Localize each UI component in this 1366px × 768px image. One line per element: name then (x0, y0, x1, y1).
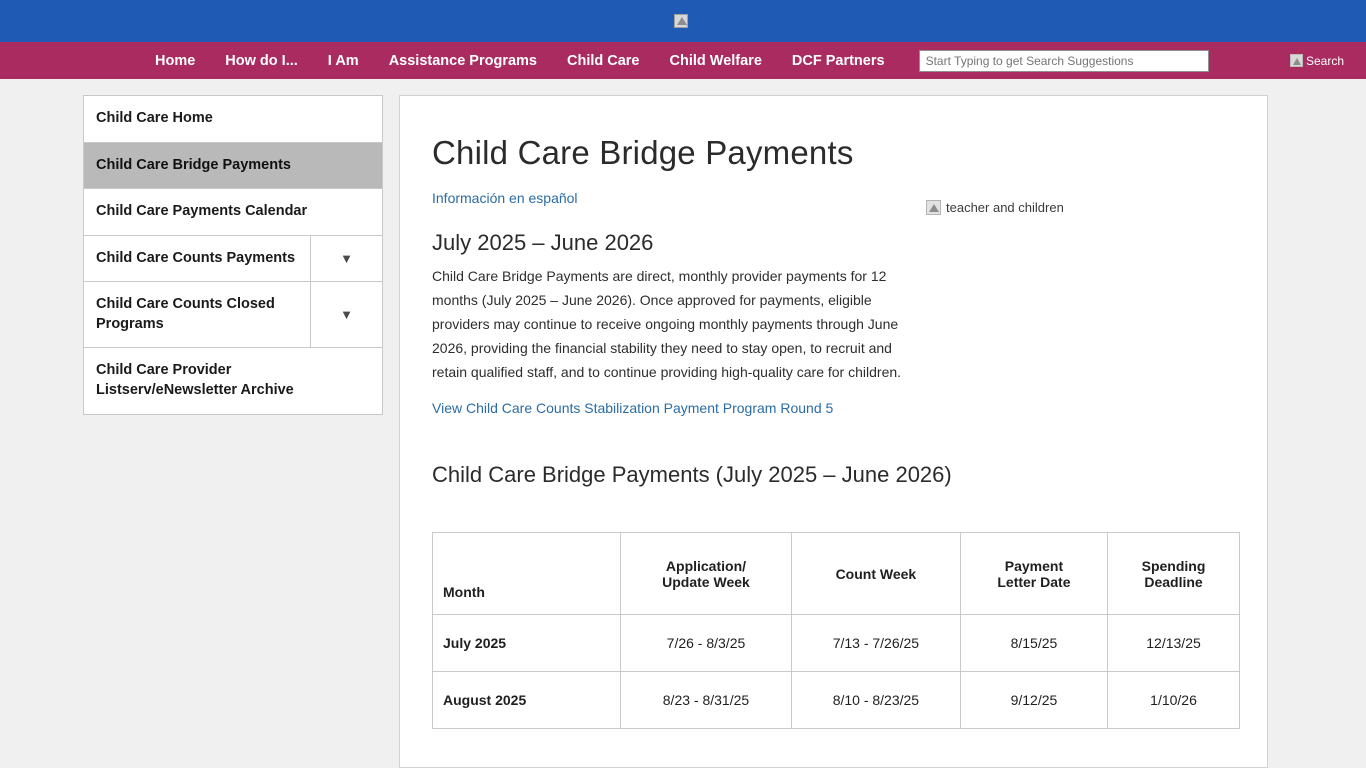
main-navigation (0, 42, 1366, 79)
sidebar-item-label: Child Care Provider Listserv/eNewsletter Archive (96, 362, 294, 398)
nav-item-assistance-programs[interactable]: Assistance Programs (388, 52, 537, 69)
image-alt-text: teacher and children (946, 200, 1064, 215)
cell-month: August 2025 (433, 672, 621, 729)
sidebar-item-label: Child Care Payments Calendar (96, 203, 308, 220)
broken-image-icon (674, 14, 688, 28)
search-icon-label: Search (1305, 53, 1344, 68)
sidebar-item-child-care-home[interactable] (84, 96, 382, 143)
sidebar-item-label: Child Care Counts Payments (96, 249, 296, 266)
column-header-application-update-week (621, 533, 792, 615)
column-header-line: Application/ (665, 557, 747, 574)
sidebar-item-child-care-provider-listserv[interactable] (84, 348, 382, 413)
nav-item-child-care[interactable]: Child Care (566, 52, 640, 69)
spanish-version-link[interactable]: Información en español (432, 190, 578, 206)
table-row (433, 672, 1240, 729)
table-header-row (433, 533, 1240, 615)
cell-count-week: 7/13 - 7/26/25 (791, 615, 960, 672)
sidebar-navigation (83, 95, 383, 415)
search-container (919, 50, 1209, 72)
payment-schedule-table (432, 532, 1240, 729)
nav-item-child-welfare[interactable]: Child Welfare (669, 52, 762, 69)
search-input[interactable] (919, 50, 1209, 72)
cell-month: July 2025 (433, 615, 621, 672)
search-button[interactable] (1290, 54, 1344, 68)
nav-item-i-am[interactable]: I Am (327, 52, 359, 69)
table-section-title: Child Care Bridge Payments (July 2025 – June 2026) (432, 462, 952, 487)
column-header-line: Spending (1141, 557, 1206, 574)
table-body (433, 615, 1240, 729)
content-columns (432, 190, 1235, 418)
sidebar-item-child-care-payments-calendar[interactable] (84, 189, 382, 236)
cell-spending-deadline: 12/13/25 (1108, 615, 1240, 672)
cell-application-week: 8/23 - 8/31/25 (621, 672, 792, 729)
content-right-column (926, 190, 1064, 418)
chevron-down-icon[interactable]: ▼ (310, 282, 382, 347)
sidebar-item-child-care-counts-payments[interactable] (84, 236, 382, 283)
broken-image-icon (926, 200, 941, 215)
page-title: Child Care Bridge Payments (432, 134, 854, 171)
column-header-spending-deadline (1108, 533, 1240, 615)
sidebar-item-child-care-bridge-payments[interactable] (84, 143, 382, 190)
cell-payment-letter-date: 9/12/25 (960, 672, 1107, 729)
table-row (433, 615, 1240, 672)
column-header-month: Month (433, 533, 621, 615)
intro-paragraph: Child Care Bridge Payments are direct, monthly provider payments for 12 months (July 2025 – June 2026). Once approved for payments, eligible providers may continue to receive ongoing monthly payments through June 2026, providing the financial stability they need to stay open, to recruit and retain qualified staff, and to continue providing high-quality care for children. (432, 268, 902, 380)
content-left-column (432, 190, 912, 418)
site-logo[interactable] (674, 14, 692, 28)
column-header-payment-letter-date (960, 533, 1107, 615)
sidebar-item-child-care-counts-closed-programs[interactable] (84, 282, 382, 348)
cell-count-week: 8/10 - 8/23/25 (791, 672, 960, 729)
main-content (399, 95, 1268, 768)
chevron-down-icon[interactable]: ▼ (310, 236, 382, 282)
column-header-line: Letter Date (997, 573, 1071, 590)
column-header-count-week: Count Week (791, 533, 960, 615)
sidebar-item-label: Child Care Counts Closed Programs (96, 296, 275, 332)
column-header-line: Payment (1004, 557, 1064, 574)
nav-item-how-do-i[interactable]: How do I... (225, 52, 298, 69)
sidebar-item-label: Child Care Bridge Payments (96, 156, 291, 173)
teacher-and-children-image (926, 200, 1064, 215)
nav-item-home[interactable]: Home (155, 52, 196, 69)
column-header-line: Update Week (662, 573, 750, 590)
date-range-subheading: July 2025 – June 2026 (432, 230, 654, 255)
cell-payment-letter-date: 8/15/25 (960, 615, 1107, 672)
column-header-line: Deadline (1144, 573, 1203, 590)
page-body (0, 79, 1366, 768)
round5-program-link[interactable]: View Child Care Counts Stabilization Payment Program Round 5 (432, 400, 834, 416)
table-header (433, 533, 1240, 615)
cell-spending-deadline: 1/10/26 (1108, 672, 1240, 729)
sidebar-item-label: Child Care Home (96, 110, 213, 126)
cell-application-week: 7/26 - 8/3/25 (621, 615, 792, 672)
search-icon (1290, 54, 1303, 67)
top-banner (0, 0, 1366, 42)
nav-item-dcf-partners[interactable]: DCF Partners (791, 52, 885, 69)
